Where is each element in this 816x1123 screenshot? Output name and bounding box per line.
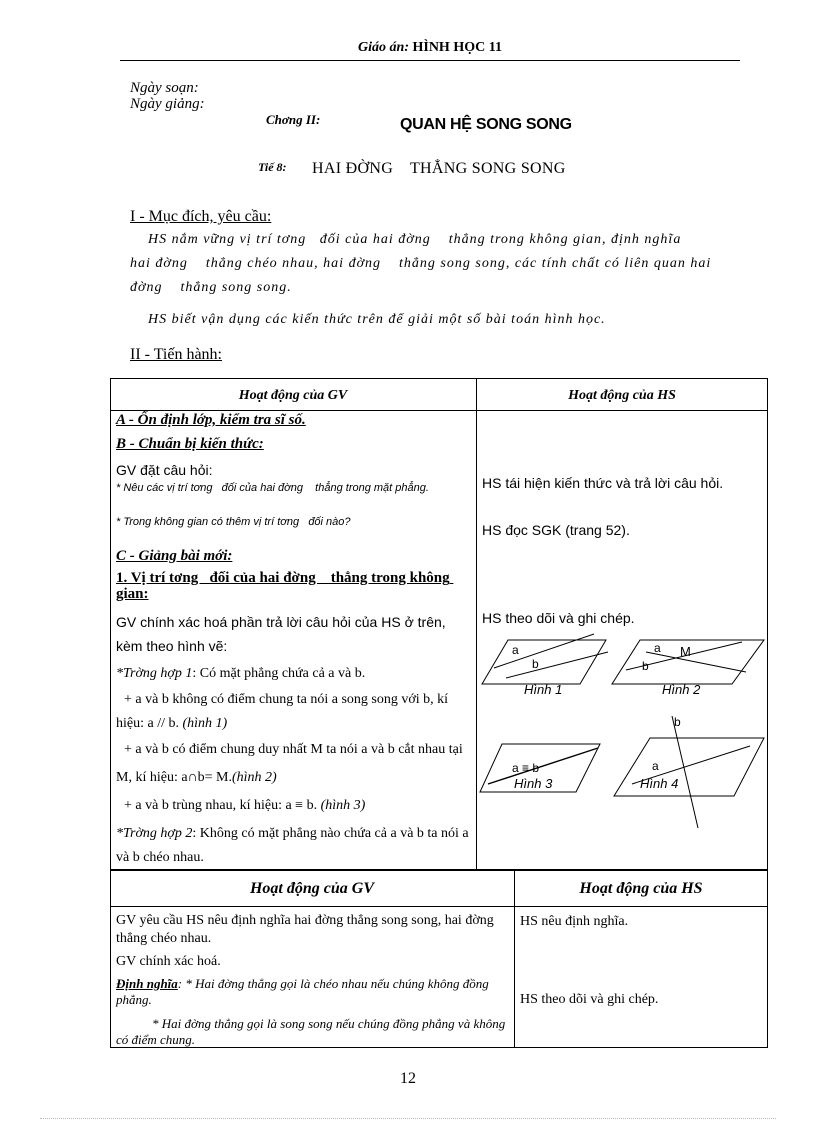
step-a: A - Ổn định lớp, kiểm tra sĩ số. [116, 412, 306, 428]
section-1-title: I - Mục đích, yêu cầu: [130, 208, 272, 225]
figure-3 [480, 744, 600, 792]
table-1-hs-header: Hoạt động của HS [568, 388, 676, 403]
coincide-fig-ref: (hình 3) [320, 798, 366, 813]
fig1-line-b [506, 652, 608, 678]
fig3-caption: Hình 3 [514, 776, 553, 791]
hs-answer: HS tái hiện kiến thức và trả lời câu hỏi. [482, 475, 724, 491]
fig2-label-b: b [642, 659, 649, 673]
table-2-hs-header: Hoạt động của HS [579, 880, 703, 897]
chapter-word: Chơng [266, 112, 303, 127]
case-1-intersect [116, 736, 472, 792]
section-2-heading [130, 346, 222, 364]
ngay-soan-label: Ngày soạn: [130, 80, 199, 96]
table-1-header-divider [110, 410, 768, 411]
page-header [120, 40, 740, 56]
fig1-label-a: a [512, 643, 519, 657]
objective-line-4: HS biết vận dụng các kiến thức trên để giải một số bài toán hình học. [148, 312, 606, 327]
chapter-label [266, 112, 320, 128]
fig2-point-m: M [680, 644, 691, 659]
gv-request-definition: GV yêu cầu HS nêu định nghĩa hai đờng thẳng song song, hai đờng thẳng chéo nhau. [116, 913, 494, 946]
section-2-title: II - Tiến hành: [130, 346, 222, 363]
objective-line-3: đờng thẳng song song. [130, 280, 292, 295]
case-1-label: *Trờng hợp 1 [116, 666, 193, 681]
fig2-label-a: a [654, 641, 661, 655]
question-1: * Nêu các vị trí tơng đối của hai đờng thẳng trong mặt phẳng. [116, 482, 429, 494]
lesson-label: Tiế 8: [258, 160, 287, 174]
fig4-caption: Hình 4 [640, 776, 679, 791]
intersect-text: + a và b có điểm chung duy nhất M ta nói a và b cắt nhau tại M, kí hiệu: a∩b= M. [116, 742, 463, 785]
coincide-text: + a và b trùng nhau, kí hiệu: a ≡ b. [124, 798, 318, 813]
fig4-label-a: a [652, 759, 659, 773]
gv-confirm: GV chính xác hoá. [116, 954, 221, 969]
fig1-caption: Hình 1 [524, 682, 563, 697]
fig1-line-a [494, 634, 594, 668]
header-divider [120, 60, 740, 61]
definition-label: Định nghĩa [116, 976, 178, 991]
fig2-caption: Hình 2 [662, 682, 701, 697]
hs-read-textbook: HS đọc SGK (trang 52). [482, 522, 630, 538]
definition-2: * Hai đờng thẳng gọi là song song nếu chúng đồng phẳng và không có điểm chung. [116, 1016, 506, 1047]
table-2-header-divider [110, 906, 768, 907]
objective-line-2: hai đờng thẳng chéo nhau, hai đờng thẳng song song, các tính chất có liên quan hai [130, 256, 712, 271]
topic-1-heading: 1. Vị trí tơng đối của hai đờng thẳng trong không gian: [116, 570, 454, 602]
page-number: 12 [400, 1070, 416, 1087]
chapter-number: II [305, 112, 316, 127]
page-bottom-border [40, 1118, 776, 1119]
question-2: * Trong không gian có thêm vị trí tơng đối nào? [116, 516, 351, 528]
figure-2 [612, 640, 764, 697]
chapter-colon: : [315, 112, 321, 127]
section-1-heading [130, 208, 271, 226]
hs-state-definition: HS nêu định nghĩa. [520, 914, 629, 929]
gv-question-intro: GV đặt câu hỏi: [116, 462, 213, 478]
intersect-fig-ref: (hình 2) [232, 770, 277, 785]
hs-take-notes: HS theo dõi và ghi chép. [520, 992, 659, 1007]
objective-line-1: HS nắm vững vị trí tơng đối của hai đờng thẳng trong không gian, định nghĩa [148, 232, 682, 247]
lesson-title: HAI ĐỜNG THẲNG SONG SONG [312, 160, 566, 177]
table-2-gv-header: Hoạt động của GV [249, 880, 374, 897]
fig4-line-b [672, 716, 698, 828]
ngay-giang-label: Ngày giảng: [130, 96, 205, 112]
figures-panel [476, 620, 768, 840]
hs-follow-notes: HS theo dõi và ghi chép. [482, 610, 635, 626]
fig4-label-b: b [674, 715, 681, 729]
fig3-label: a ≡ b [512, 761, 540, 775]
header-subject: HÌNH HỌC 11 [412, 40, 502, 55]
case-1-coincide [116, 796, 472, 816]
case-1 [116, 664, 472, 684]
date-block [130, 80, 205, 112]
case-2 [116, 822, 472, 870]
table-1-gv-header: Hoạt động của GV [238, 388, 348, 403]
figure-1 [482, 634, 608, 697]
section-1-body [130, 228, 750, 332]
fig1-label-b: b [532, 657, 539, 671]
definition-1 [116, 976, 510, 1008]
figure-4 [614, 715, 764, 828]
case-1-text: : Có mặt phẳng chứa cả a và b. [192, 666, 366, 681]
parallel-fig-ref: (hình 1) [182, 716, 228, 731]
header-prefix: Giáo án: [358, 40, 409, 55]
definition-1-text: : * Hai đờng thẳng gọi là chéo nhau nếu chúng không đồng phẳng. [116, 976, 489, 1007]
gv-explanation: GV chính xác hoá phần trả lời câu hỏi của HS ở trên, kèm theo hình vẽ: [116, 614, 446, 654]
case-1-parallel [116, 688, 472, 736]
chapter-title: QUAN HỆ SONG SONG [400, 116, 572, 133]
case-2-label: *Trờng hợp 2 [116, 826, 193, 841]
case-2-text: : Không có mặt phẳng nào chứa cả a và b ta nói a và b chéo nhau. [116, 826, 469, 865]
step-b: B - Chuẩn bị kiến thức: [116, 436, 264, 452]
step-c: C - Giảng bài mới: [116, 548, 233, 564]
parallel-text: + a và b không có điểm chung ta nói a song song với b, kí hiệu: a // b. [116, 692, 449, 731]
